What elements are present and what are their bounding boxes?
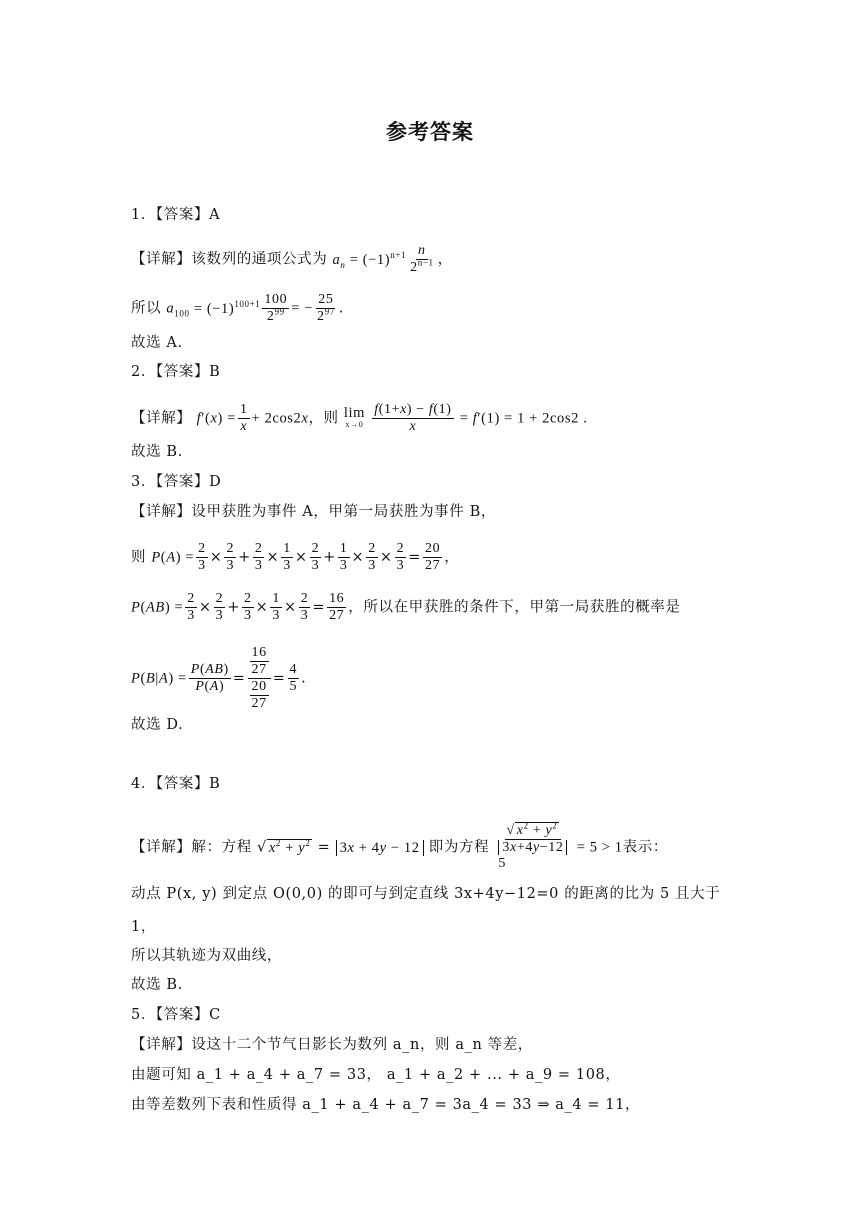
q3-answer: 3．【答案】D	[131, 474, 222, 490]
q3-line2: 则 P(A) = $\frac{2}{3}$ × $\frac{2}{3}$ + $\frac{2}{3}$ × $\frac{1}{3}$ × $\frac{2}{3}$ + $\frac{1}{3}$ × $\frac{2}{3}$ × $\frac{2}{3}$ = $\frac{20}{27}$ ，	[131, 541, 460, 573]
q3-line3: P(AB) = $\frac{2}{3}$ × $\frac{2}{3}$ + $\frac{2}{3}$ × $\frac{1}{3}$ × $\frac{2}{3}$ = $\frac{16}{27}$ ，所以在甲获胜的条件下，甲第一局获胜的概率是	[131, 591, 681, 623]
q5-line2: 由题可知 a_1 + a_4 + a_7 = 33， a_1 + a_2 + ... + a_9 = 108，	[131, 1067, 621, 1083]
q4-detail-prefix: 【详解】解：方程	[131, 839, 252, 856]
q5-line3: 由等差数列下表和性质得 a_1 + a_4 + a_7 = 3a_4 = 33 ⇒ a_4 = 11，	[131, 1097, 641, 1113]
q1-line2-prefix: 所以	[131, 300, 162, 317]
q5-answer: 5．【答案】C	[131, 1007, 221, 1023]
q4-detail: 【详解】解：方程 √ $x^2 + y^2 = 3x + 4y - 12$ 即为方程 √ $x^2 + y^2$ 3x+4y−12 5 = 5 > 1表示：	[131, 820, 668, 871]
q2-detail-prefix: 【详解】	[131, 410, 192, 427]
q1-fraction: $\frac{n}{2^{n-1}}$	[410, 243, 434, 275]
q4-detail-suffix: 表示：	[622, 839, 668, 856]
q4-line3: 1，	[131, 919, 156, 935]
q5-detail: 【详解】设这十二个节气日影长为数列 a_n，则 a_n 等差，	[131, 1037, 533, 1053]
q2-answer: 2．【答案】B	[131, 364, 221, 380]
q4-line4: 所以其轨迹为双曲线，	[131, 948, 282, 964]
q3-conclusion: 故选 D.	[131, 717, 184, 733]
q1-formula1-render: $a_n$	[332, 251, 346, 270]
q1-conclusion: 故选 A.	[131, 335, 183, 351]
q1-detail: 【详解】该数列的通项公式为 $a_n = (-1)^{n+1}$ $\frac{n}{2^{n-1}}$ ，	[131, 243, 453, 275]
q1-line2: 所以 $a_{100} = (-1)^{100+1}$ $\frac{100}{2^{99}}$ = − $\frac{25}{2^{97}}$ .	[131, 292, 345, 324]
q3-line4: P(B|A) = $\frac{P(AB)}{P(A)}$ = $\frac{\frac{16}{27}}{\frac{20}{27}}$ = $\frac{4}{5}$ .	[131, 645, 307, 711]
page-title: 参考答案	[386, 120, 474, 144]
q1-answer: 1．【答案】A	[131, 207, 221, 223]
q4-conclusion: 故选 B.	[131, 977, 183, 993]
q2-conclusion: 故选 B.	[131, 444, 183, 460]
q4-answer: 4．【答案】B	[131, 776, 221, 792]
q3-detail: 【详解】设甲获胜为事件 A，甲第一局获胜为事件 B，	[131, 504, 496, 520]
q1-detail-prefix: 【详解】该数列的通项公式为	[131, 251, 328, 268]
q2-detail: 【详解】 f′(x) = $\frac{1}{x}$ + 2cos2x，则 lim x→0 $\frac{f(1+x) - f(1)}{x}$ = f′(1) = 1 + 2cos2 .	[131, 402, 588, 434]
q4-line2: 动点 P(x, y) 到定点 O(0,0) 的即可与到定直线 3x+4y−12=0 的距离的比为 5 且大于	[131, 886, 721, 902]
q4-detail-mid: 即为方程	[428, 839, 490, 856]
q3-line3-text: ，所以在甲获胜的条件下，甲第一局获胜的概率是	[348, 599, 681, 616]
